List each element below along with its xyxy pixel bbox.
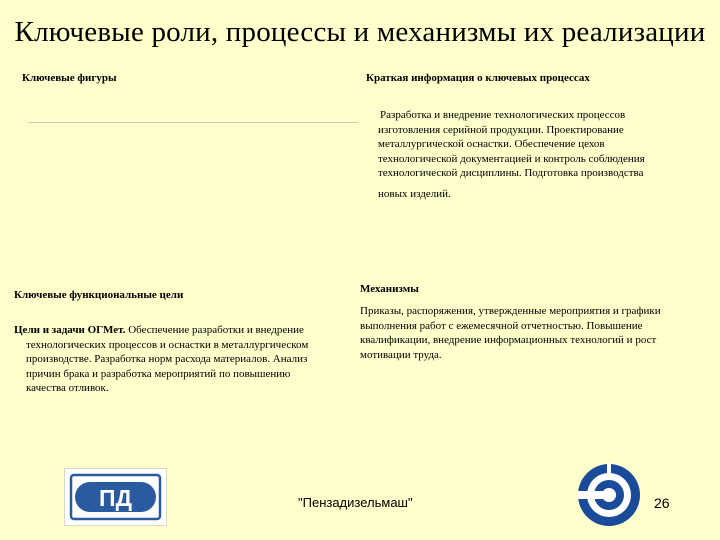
goals-line: причин брака и разработка мероприятий по повышению [26, 367, 291, 380]
mechanisms-line: выполнения работ с ежемесячной отчетностью. Повышение [360, 319, 643, 332]
goals-line: качества отливок. [26, 382, 109, 394]
process-info-line: изготовления серийной продукции. Проектирование [378, 123, 624, 136]
pd-logo-icon [65, 469, 166, 525]
emblem-icon [577, 463, 641, 527]
goals-line: технологических процессов и оснастки в металлургическом [26, 338, 309, 351]
mechanisms-line: Приказы, распоряжения, утвержденные мероприятия и графики [360, 305, 661, 317]
goals-line: Обеспечение разработки и внедрение [128, 324, 304, 336]
mechanisms-line: квалификации, внедрение информационных технологий и рост [360, 334, 657, 346]
divider-line [28, 122, 358, 123]
functional-goals-heading: Ключевые функциональные цели [14, 289, 184, 301]
page-title: Ключевые роли, процессы и механизмы их реализации [14, 16, 706, 48]
goals-line: производстве. Разработка норм расхода материалов. Анализ [26, 353, 308, 365]
process-info-line: металлургической оснастки. Обеспечение цехов [378, 138, 605, 150]
footer-company-name: "Пензадизельмаш" [298, 495, 413, 510]
mechanisms-text [360, 304, 710, 362]
process-info-heading: Краткая информация о ключевых процессах [366, 72, 590, 84]
mechanisms-heading: Механизмы [360, 283, 419, 295]
process-info-text [378, 108, 708, 201]
goals-label: Цели и задачи ОГМет. [14, 324, 126, 336]
process-info-line: технологической дисциплины. Подготовка производства [378, 167, 644, 179]
process-info-line: новых изделий. [378, 187, 451, 200]
functional-goals-text [14, 323, 344, 396]
key-figures-heading: Ключевые фигуры [22, 72, 117, 84]
penzadieselmash-logo [64, 468, 167, 526]
mechanisms-line: мотивации труда. [360, 348, 442, 361]
process-info-line: Разработка и внедрение технологических процессов [380, 109, 626, 121]
company-emblem [577, 463, 641, 527]
svg-text:ПД: ПД [99, 485, 132, 511]
page-number: 26 [654, 495, 670, 511]
process-info-line: технологической документацией и контроль соблюдения [378, 152, 645, 165]
